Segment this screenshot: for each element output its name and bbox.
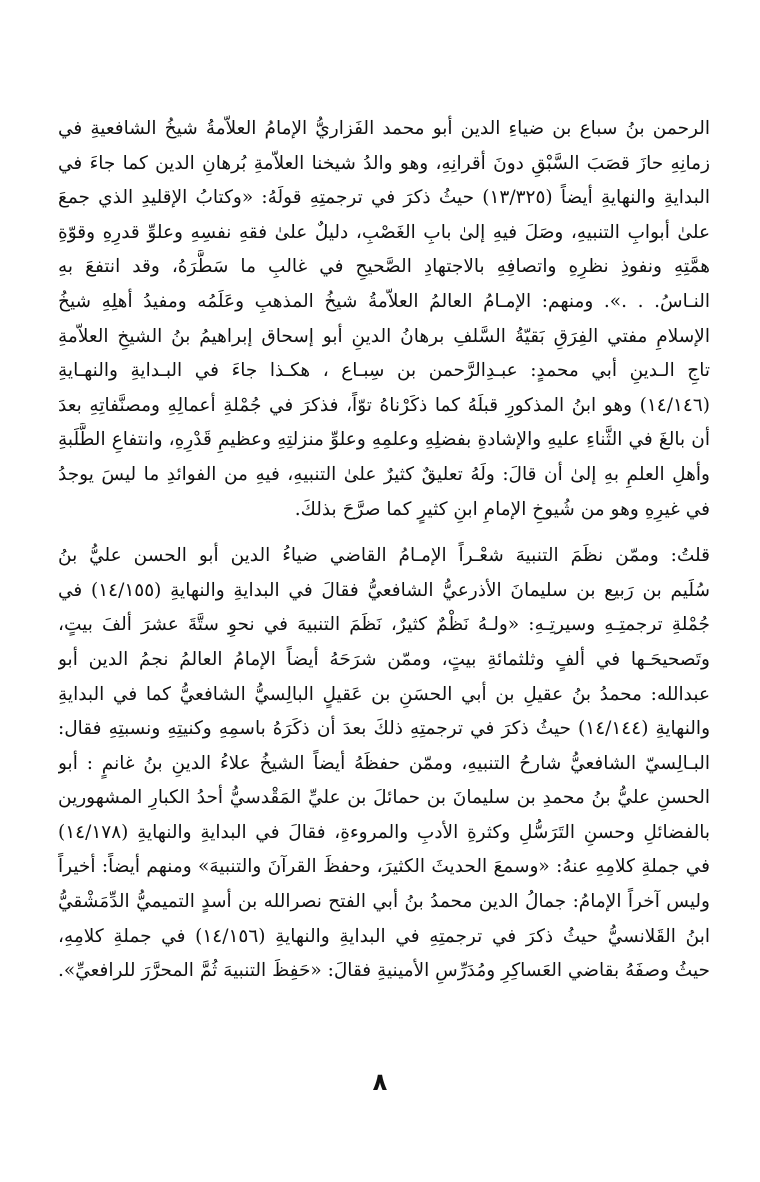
paragraph-spacer (58, 527, 710, 539)
paragraph-1 (58, 112, 710, 527)
text-line: قلتُ: وممّن نظَمَ التنبيهَ شعْـراً الإمـامُ القاضي ضياءُ الدين أبو الحسن عليُّ بنُ (58, 545, 710, 567)
text-line: وليس آخراً الإمامُ: جمالُ الدين محمدُ بنُ أبي الفتح نصرالله بن أسدٍ التميميُّ الدِّمَشْقيُّ (58, 891, 710, 913)
text-line: الإسلامِ مفتي الفِرَقِ بَقيّةُ السَّلفِ برهانُ الدينِ أبو إسحاق إبراهيمُ بنُ الشيخِ العلاّمةِ (58, 325, 710, 347)
text-line: همَّتِهِ ونفوذِ نظرِهِ واتصافِهِ بالاجتهادِ الصَّحيحِ في غالبِ ما سَطَّرَهُ، وقد انتفعَ بهِ (58, 256, 710, 278)
paragraph-2 (58, 539, 710, 989)
text-line: زمانِهِ حازَ قصَبَ السَّبْقِ دونَ أقرانِهِ، وهو والدُ شيخنا العلاّمةِ بُرهانِ الدين كما جاءَ في (58, 152, 710, 174)
text-line: وتَصحيحَـها في ألفٍ وثلثمائةِ بيتٍ، وممّن شرَحَهُ أيضاً الإمامُ العالمُ نجمُ الدين أبو (58, 648, 710, 670)
text-line: علىٰ أبوابِ التنبيهِ، وصَلَ فيهِ إلىٰ بابِ الغَصْبِ، دليلٌ علىٰ فقهِ نفسِهِ وعلوِّ قدرِهِ وقوّةِ (58, 221, 710, 243)
text-line: في جملةِ كلامِهِ عنهُ: «وسمعَ الحديثَ الكثيرَ، وحفظَ القرآنَ والتنبيهَ» ومنهم أيضاً: أخيراً (58, 856, 710, 878)
text-line: أن بالغَ في الثَّناءِ عليهِ والإشادةِ بفضلِهِ وعلمِهِ وعلوِّ منزلتِهِ وعظيمِ قَدْرِهِ، وانتفاعِ الطَّلَبةِ (58, 429, 710, 451)
text-line: (١٤/١٤٦) وهو ابنُ المذكورِ قبلَهُ كما ذكَرْناهُ توّاً، فذكرَ في جُمْلةِ أعمالِهِ ومصنَّفاتِهِ بعدَ (58, 394, 710, 416)
text-line: الرحمن بنُ سباع بن ضياءِ الدين أبو محمد الفَزاريُّ الإمامُ العلاّمةُ شيخُ الشافعيةِ في (58, 118, 710, 139)
text-line: النـاسُ. . .». ومنهم: الإمـامُ العالمُ العلاّمةُ شيخُ المذهبِ وعَلَمُه ومفيدُ أهلِهِ شيخُ (58, 290, 710, 312)
text-line: والنهايةِ (١٤/١٤٤) حيثُ ذكرَ في ترجمتِهِ ذلكَ بعدَ أن ذكَرَهُ باسمِهِ وكنيتِهِ ونسبتِهِ فقال: (58, 718, 710, 740)
text-line: جُمْلةِ ترجمتِـهِ وسيرتِـهِ: «ولـهُ نَظْمٌ كثيرٌ، نَظَمَ التنبيهَ في نحوِ ستَّةَ عشرَ ألفَ بيتٍ، (58, 614, 710, 636)
text-line: الحسنِ عليُّ بنُ محمدِ بن سليمانَ بن حمائلَ بن عليِّ المَقْدسيُّ أحدُ الكبارِ المشهورين (58, 787, 710, 809)
text-line: حيثُ وصفَهُ بقاضي العَساكِرِ ومُدَرِّسِ الأمينيةِ فقالَ: «حَفِظَ التنبيهَ ثُمَّ المحرَّرَ للرافعيِّ». (58, 960, 710, 982)
text-line: وأهلِ العلمِ بهِ إلىٰ أن قالَ: ولَهُ تعليقٌ كثيرٌ علىٰ التنبيهِ، فيهِ من الفوائدِ ما ليسَ يوجدُ (58, 463, 710, 485)
text-line: البدايةِ والنهايةِ أيضاً (١٣/٣٢٥) حيثُ ذكرَ في ترجمتِهِ قولَهُ: «وكتابُ الإقليدِ الذي جمعَ (58, 187, 710, 209)
text-line: تاجِ الـدينِ أبي محمدٍ: عبـدِالرَّحمن بن سِبـاع ، هكـذا جاءَ في البـدايةِ والنهـايةِ (58, 360, 710, 382)
page-number: ٨ (372, 1068, 388, 1096)
text-line: عبدالله: محمدُ بنُ عقيلِ بن أبي الحسَنِ بن عَقيلٍ البالِسيُّ الشافعيُّ كما في البدايةِ (58, 683, 710, 705)
document-body (58, 112, 710, 989)
text-line: في غيرِهِ وهو من شُيوخِ الإمامِ ابنِ كثيرٍ كما صرَّحَ بذلكَ. (294, 498, 710, 520)
text-line: البـالِسيّ الشافعيُّ شارحُ التنبيهِ، وممّن حفظَهُ أيضاً الشيخُ علاءُ الدينِ بنُ غانمٍ : أبو (58, 752, 710, 774)
text-line: بالفضائلِ وحسنِ التَرَسُّلِ وكثرةِ الأدبِ والمروءةِ، فقالَ في البدايةِ والنهايةِ (١٤/١٧٨) (58, 821, 710, 843)
text-line: ابنُ القَلانسيُّ حيثُ ذكرَ في ترجمتِهِ في البدايةِ والنهايةِ (١٤/١٥٦) في جملةِ كلامِهِ، (58, 925, 710, 947)
text-line: سُلَيم بن رَبيع بن سليمانَ الأذرعيُّ الشافعيُّ فقالَ في البدايةِ والنهايةِ (١٤/١٥٥) في (58, 579, 710, 601)
